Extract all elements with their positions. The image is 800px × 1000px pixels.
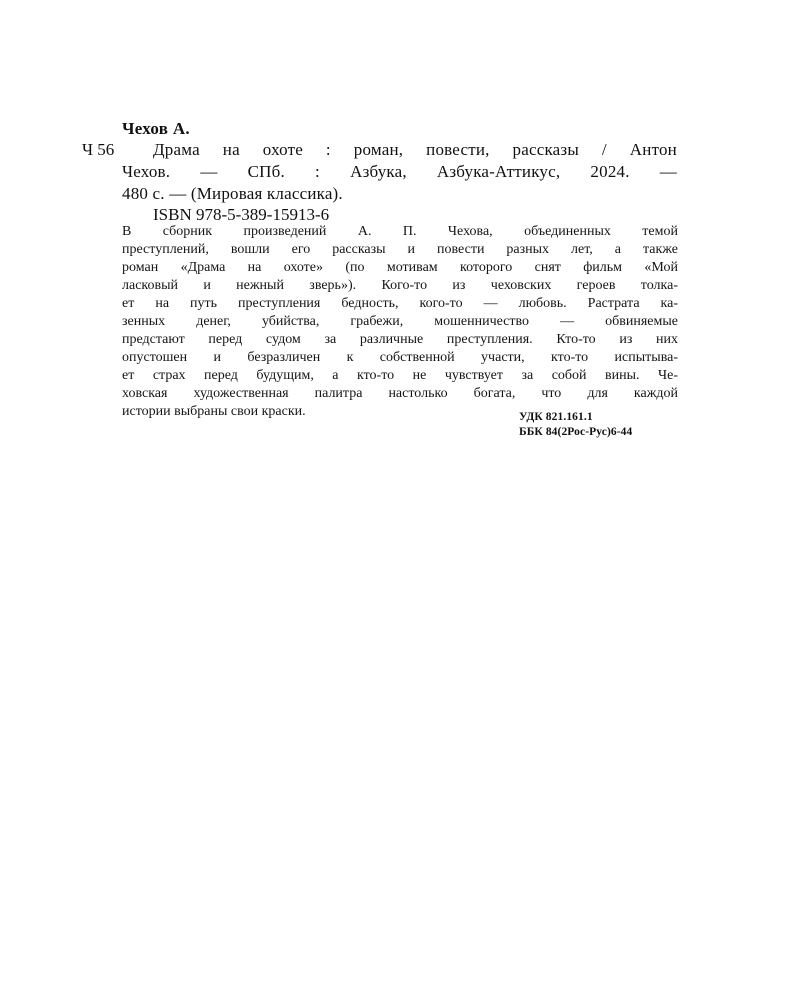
shelf-code: Ч 56	[82, 140, 115, 159]
annotation-line: зенных денег, убийства, грабежи, мошенничество — обвиняемые	[122, 314, 678, 329]
isbn: ISBN 978-5-389-15913-6	[153, 205, 330, 224]
bbk-code: ББК 84(2Рос-Рус)6-44	[519, 426, 633, 438]
author-heading: Чехов А.	[122, 119, 190, 138]
annotation-line: роман «Драма на охоте» (по мотивам которого снят фильм «Мой	[122, 260, 678, 275]
annotation-line: ет страх перед будущим, а кто-то не чувствует за собой вины. Че-	[122, 368, 678, 383]
annotation-line: ет на путь преступления бедность, кого-то — любовь. Растрата ка-	[122, 296, 678, 311]
annotation-line: опустошен и безразличен к собственной участи, кто-то испытыва-	[122, 350, 678, 365]
udk-code: УДК 821.161.1	[519, 411, 593, 423]
biblio-title-line: Драма на охоте : роман, повести, рассказы / Антон	[153, 140, 677, 159]
annotation-line: истории выбраны свои краски.	[122, 404, 306, 419]
annotation-line: ховская художественная палитра настолько богата, что для каждой	[122, 386, 678, 401]
annotation-line: В сборник произведений А. П. Чехова, объединенных темой	[122, 224, 678, 239]
biblio-publisher-line: Чехов. — СПб. : Азбука, Азбука-Аттикус, 2024. —	[122, 162, 677, 181]
biblio-pages-series-line: 480 с. — (Мировая классика).	[122, 184, 343, 203]
annotation-line: преступлений, вошли его рассказы и повести разных лет, а также	[122, 242, 678, 257]
annotation-line: предстают перед судом за различные преступления. Кто-то из них	[122, 332, 678, 347]
annotation-line: ласковый и нежный зверь»). Кого-то из чеховских героев толка-	[122, 278, 678, 293]
